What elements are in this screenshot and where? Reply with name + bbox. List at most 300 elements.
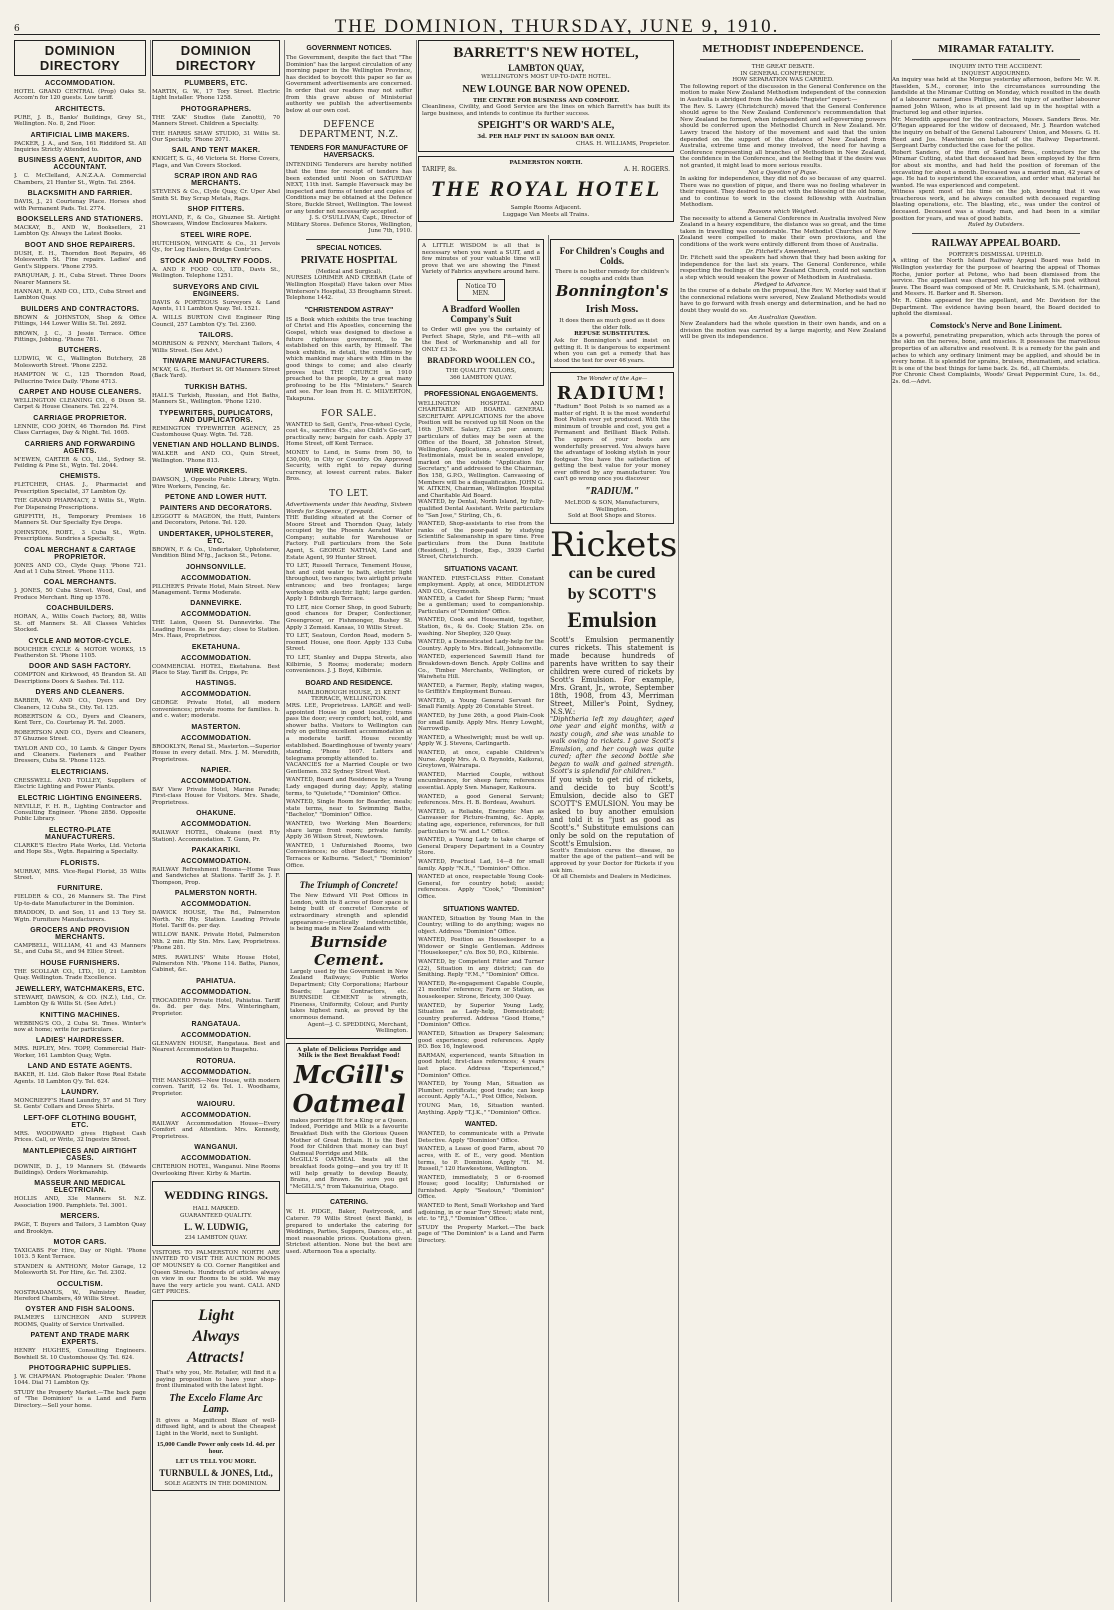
notices-column	[286, 40, 417, 1602]
to-let-heading: TO LET.	[329, 488, 369, 499]
masthead-rule	[14, 34, 1100, 35]
royal-town: PALMERSTON NORTH.	[509, 159, 583, 166]
directory-entry: PILCHER'S Private Hotel, Main Street. New Management. Terms Moderate.	[152, 583, 280, 597]
methodist-p7: Dr. Fitchett's Amendment.	[745, 248, 821, 255]
directory-category-heading: ACCOMMODATION.	[180, 691, 252, 699]
directory-category-heading: LAUNDRY.	[61, 1088, 99, 1096]
directory-entry: GRIFFITH, H., Temporary Premises 16 Manners St. Our Specialty Eye Drops.	[14, 514, 146, 527]
directory-category-heading: CARPET AND HOUSE CLEANERS.	[18, 388, 142, 396]
situation-wanted-item: BARMAN, experienced, wants Situation in good hotel; first-class references; 4 years last place. Address "Experienced," "Dominion" Office.	[418, 1052, 544, 1079]
directory-category-heading: HOUSE FURNISHERS.	[40, 959, 120, 967]
directory-category-heading: SCRAP IRON AND RAG MERCHANTS.	[174, 173, 258, 188]
bonnington-lead: For Children's Coughs and Colds.	[559, 246, 665, 266]
directory-category-heading: BOOKSELLERS AND STATIONERS.	[16, 216, 144, 224]
methodist-sub2: IN GENERAL CONFERENCE.	[740, 70, 826, 77]
directory-entry: HENRY HUGHES, Consulting Engineers. Bowhiell St. 10 Customhouse Qy. Tel. 624.	[14, 1348, 146, 1361]
directory-entry: RAILWAY HOTEL, Ohakune (next R'ly Station). Accommodation. T. Gunn, Pr.	[152, 830, 280, 843]
miramar-p4: Witness spent most of his time on the job, knowing that it was treacherous work, and he always consulted with deceased regarding blasting operations, etc. The blasting, etc., was under the control of deceased. Deceased was a steady man, and had been in a similar position for years, and was of good habits.	[892, 189, 1100, 222]
to-let-list	[286, 515, 412, 675]
directory-category-heading: OHAKUNE.	[196, 810, 236, 818]
methodist-sub3: HOW SEPARATION WAS CARRIED.	[732, 77, 834, 84]
scott-text2: If you wish to get rid of rickets, and decide to buy Scott's Emulsion, decide also to GET SCOTT'S EMULSION. You may be asked to buy another emulsion and told it is "just as good as Scott's." Substitute emulsions can only be sold on the reputation of Scott's Emulsion.	[550, 775, 674, 848]
light-ad-product: The Excelo Flame Arc Lamp.	[169, 1392, 263, 1415]
directory-entry: GLENAVEN HOUSE, Rangataua. Best and Nearest Accommodation to Ruapehu.	[152, 1041, 280, 1054]
classified-column	[418, 235, 549, 1602]
directory-entry: HOYLAND, F., & Co., Ghuznee St. Airtight Showcases, Window Enclosures Makers.	[152, 215, 280, 228]
light-ad-body: That's why you, Mr. Retailer, will find it a paying proposition to have your shop-front illuminated with the latest light.	[156, 1370, 276, 1390]
light-headline-1: Light	[198, 1307, 234, 1325]
cement-headline: The Triumph of Concrete!	[299, 880, 399, 891]
bradford-tag: THE QUALITY TAILORS,	[445, 368, 517, 375]
directory-list-2	[152, 80, 280, 1177]
directory-entry: NOSTRADAMUS, W., Palmistry Reader, Hereford Chambers, 49 Willis Street.	[14, 1289, 146, 1303]
directory-category-heading: SHOP FITTERS.	[187, 206, 245, 214]
for-sale-item: WANTED to Sell, Gent's, Free-wheel Cycle, cost 4s., sacrifice 45s.; also Child's Go-cart, practically new; bargain for cash. Apply 37 Home Street, off Kent Terrace.	[286, 421, 412, 448]
directory-entry: RAILWAY Accommodation House—Every Comfort and Attention. Mrs. Kennedy, Proprietress.	[152, 1121, 280, 1140]
directory-entry: THE Laion, Queen St. Dannevirke. The Leading House. 8s per day; close to Station. Mrs. Haas, Proprietress.	[152, 620, 280, 640]
barretts-beers: SPEIGHT'S OR WARD'S ALE,	[477, 120, 615, 132]
radium-lead: The Wonder of the Age—	[576, 376, 648, 383]
railway-heading: RAILWAY APPEAL BOARD.	[931, 237, 1061, 249]
catering-heading: CATERING.	[330, 1199, 368, 1207]
newspaper-title: THE DOMINION, THURSDAY, JUNE 9, 1910.	[334, 16, 780, 37]
directory-entry: RAILWAY Refreshment Rooms—Home Teas and Sandwiches at Stations. Tariff 3s. J. F. Thompson, Prop.	[152, 866, 280, 886]
directory-entry: BROWN, J. C., 3 Jessie Terrace. Office Fittings, Jobbing. 'Phone 781.	[14, 330, 146, 343]
directory-category-heading: TYPEWRITERS, DUPLICATORS, AND DUPLICATORS.	[159, 409, 273, 424]
methodist-p1: The following report of the discussion in the General Conference on the motion to make New Zealand Methodism independent of the connexion in Australia is abridged from the Adelaide "Register" report:—	[680, 83, 886, 103]
directory-category-heading: STEEL WIRE ROPE.	[180, 231, 252, 239]
directory-entry: THE 'ZAK' Studios (late Zanotti), 70 Manners Street. Children a Specialty.	[152, 114, 280, 128]
directory-category-heading: ACCOMMODATION.	[180, 1032, 252, 1040]
directory-category-heading: TURKISH BATHS.	[184, 383, 248, 391]
directory-entry: BOUCHIER CYCLE & MOTOR WORKS, 15 Featherston St. 'Phone 1105.	[14, 646, 146, 659]
situation-vacant-item: WANTED, Married Couple, without encumbrance, for sheep farm; references essential. Apply Swn. Manager, Kaikoura.	[418, 771, 544, 791]
directory-category-heading: NAPIER.	[200, 766, 232, 774]
situation-vacant-item: WANTED, Cook and Housemaid, together, Station, 6s., & 6s. Cook; Station 25s. on washing. Nor Shepley, 320 Quay.	[418, 617, 544, 637]
board-item: WANTED, 1 Unfurnished Rooms, two Conveniences; no other Boarders; vicinity Terraces or Kelburne. "Select," "Dominion" Office.	[286, 842, 412, 869]
situation-wanted-item: WANTED, by Superior Young Lady, Situation as Lady-help, Domesticated; country preferred. Address "Good Home," "Dominion" Office.	[418, 1002, 544, 1029]
situation-vacant-item: WANTED, a Domesticated Lady-help for the Country. Apply to Mrs. Bidcall, Johnsonville.	[418, 639, 544, 652]
directory-entry: TROCADERO Private Hotel, Pahiatua. Tariff 6s. 8d. per day. Mrs. Winteringham, Proprietor.	[152, 997, 280, 1017]
hospital-text: NURSES LORIMER AND CREBAR (Late of Wellington Hospital) Have taken over Miss Winterson's Hospital, 33 Broughamn Street. Telephone 1442.	[286, 275, 412, 302]
board-heading: BOARD AND RESIDENCE.	[305, 679, 393, 687]
directory-entry: MRS. RIPLEY, Mrs. TOPP, Commercial Hair-Worker, 161 Lambton Quay, Wgtn.	[14, 1046, 146, 1059]
directory-category-heading: SAIL AND TENT MAKER.	[171, 147, 261, 155]
directory-category-heading: LADIES' HAIRDRESSER.	[35, 1037, 125, 1045]
situation-vacant-item: WANTED, a Wheelwright; must be well up. Apply W. J. Stevens, Carlingarth.	[418, 734, 544, 748]
directory-category-heading: BUSINESS AGENT, AUDITOR, AND ACCOUNTANT.	[18, 157, 142, 172]
directory-entry: M'EWEN, CARTER & CO., Ltd., Sydney St. Feilding & Pine St., Wgtn. Tel. 2044.	[14, 456, 146, 469]
directory-entry: NEVILLE, F. H. R., Lighting Contractor and Consulting Engineer. 'Phone 2856. Opposite Public Library.	[14, 803, 146, 823]
miramar-p5: Ruled by Outsiders.	[967, 222, 1025, 229]
christendom-heading: "CHRISTENDOM ASTRAY"	[304, 306, 394, 314]
methodist-p5: Reasons which Weighed.	[747, 209, 819, 216]
directory-category-heading: VENETIAN AND HOLLAND BLINDS.	[152, 442, 280, 450]
bradford-text: to Order will give you the certainty of Perfect Shape, Style, and Fit—with all the Best of Workmanship and all for ONLY £3 3s.	[422, 326, 540, 353]
ring-ad-title: WEDDING RINGS.	[163, 1188, 268, 1203]
directory-category-heading: ELECTRIC LIGHTING ENGINEERS.	[18, 794, 142, 802]
directory-category-heading: GROCERS AND PROVISION MERCHANTS.	[30, 927, 130, 942]
to-let-note: Advertisements under this heading, Sixteen Words for Sixpence, if prepaid.	[286, 501, 412, 515]
directory-entry: BROOKLYN, Renal St., Masterton.—Superior House in every detail. Mrs. J. M. Meredith, Proprietress.	[152, 743, 280, 763]
wanted-list	[418, 499, 544, 560]
directory-entry: FIELDER & CO., 26 Manners St. The First Up-to-date Manufacturer in the Dominion.	[14, 894, 146, 907]
directory-entry: PALMER'S LUNCHEON AND SUPPER ROOMS, Quality of Service Unrivalled.	[14, 1315, 146, 1328]
marlborough-text: MRS. LEE, Proprietress. LARGE and well-appointed House in good locality; trams pass the door; every comfort; hot, cold, and shower baths. Visitors to Wellington can rely on getting excellent accommodation at a moderate tariff. House recently established. Boardinghouse of twenty years' standing. 'Phone 1607. Letters and telegrams promptly attended to.	[286, 702, 412, 762]
barretts-hotel-ad	[418, 40, 674, 152]
directory-entry: WELLINGTON CLEANING CO., 6 Dixon St. Carpet & House Cleaners. Tel. 2274.	[14, 397, 146, 411]
bonnington-sub: There is no better remedy for children's coughs and colds than	[555, 269, 669, 282]
railway-sub: PORTER'S DISMISSAL UPHELD.	[948, 251, 1044, 258]
directory-entry: HALL'S Turkish, Russian, and Hot Baths, Manners St., Wellington. 'Phone 1210.	[152, 392, 280, 406]
directory-category-heading: OCCULTISM.	[56, 1280, 104, 1288]
directory-entry: TAYLOR AND CO., 10 Lamb. & Ginger Dyers and Cleaners. Fasteners and Feather Dressers, Cuba St. 'Phone 1125.	[14, 745, 146, 765]
directory-category-heading: MANTLEPIECES AND AIRTIGHT CASES.	[23, 1147, 137, 1162]
directory-entry: J. C. McClelland, A.N.Z.A.A. Commercial Chambers, 21 Hunter St., Wgtn. Tel. 2564.	[14, 173, 146, 186]
directory-entry: MORRISON & PENNY, Merchant Tailors, 4 Willis Street. (See Advt.)	[152, 341, 280, 354]
hotel-ads	[418, 40, 674, 230]
directory-list-1	[14, 80, 146, 1409]
directory-category-heading: KNITTING MACHINES.	[40, 1011, 120, 1019]
wanted-heading: WANTED.	[464, 1121, 498, 1129]
royal-owner: A. H. ROGERS.	[623, 166, 670, 174]
directory-category-heading: BUTCHERS.	[58, 347, 102, 355]
special-notices-heading: SPECIAL NOTICES.	[316, 244, 382, 252]
mcgill-text: makes porridge fit for a King or a Queen. Indeed, Porridge and Milk is a favourite Breakfast Dish with the Glorious Queen Mother of Great Britain. It is the Best Food for Children that money can buy! Oatmeal Porridge and Milk.	[290, 1117, 408, 1157]
light-headline-3: Attracts!	[187, 1349, 245, 1367]
directory-entry: GEORGE Private Hotel, all modern conveniences; private rooms for families. h. and c. water; moderate.	[152, 700, 280, 720]
directory-entry: PURE, J. B., Banks' Buildings, Grey St., Wellington. No. 8, 2nd Floor.	[14, 114, 146, 128]
bradford-firm: BRADFORD WOOLLEN CO.,	[427, 356, 535, 366]
directory-entry: BARBER, W. AND CO., Dyers and Dry Cleaners, 12 Cuba St., City. Tel. 125.	[14, 698, 146, 711]
scott-quote: "Diphtheria left my daughter, aged one year and eight months, with a nasty cough, and she was unable to walk owing to rickets. I gave Scott's Emulsion, and her cough was quite cured; after the second bottle she began to walk and gained strength. Scott's is splendid for children."	[550, 714, 674, 776]
directory-category-heading: ELECTRICIANS.	[51, 768, 109, 776]
radium-name: RADIUM!	[556, 382, 668, 404]
directory-category-heading: DOOR AND SASH FACTORY.	[28, 663, 132, 671]
directory-entry: WILLOW BANK. Private Hotel, Palmerston Nth. 2 min. Rly Stn. Mrs. Law, Proprietress. 'Phone 281.	[152, 932, 280, 952]
royal-name: THE ROYAL HOTEL	[430, 176, 662, 202]
wedding-rings-ad	[152, 1181, 280, 1246]
directory-category-heading: PLUMBERS, ETC.	[184, 80, 248, 87]
railway-p6: A sitting of the North Island Railway Appeal Board was held in Wellington yesterday for the purpose of hearing the appeal of Thomas Roche, junior porter at Petone, who had been dismissed from the service. The appellant was charged with having left his post without leave. The Board was composed of Mr. R. Cruickshank, S.M. (chairman), and Messrs. H. Barker and R. Sherson.	[892, 258, 1100, 298]
separator	[700, 59, 866, 60]
directory-entry: REMINGTON TYPEWRITER AGENCY, 25 Customhouse Quay. Wgtn. Tel. 728.	[152, 425, 280, 438]
directory-category-heading: PAINTERS AND DECORATORS.	[160, 505, 272, 512]
miramar-sub1: INQUIRY INTO THE ACCIDENT.	[949, 64, 1043, 70]
directory-category-heading: MASSEUR AND MEDICAL ELECTRICIAN.	[34, 1180, 126, 1195]
directory-category-heading: ACCOMMODATION.	[180, 611, 252, 619]
professional-text: WELLINGTON HOSPITAL AND CHARITABLE AID BOARD. GENERAL SECRETARY. APPLICATIONS for the above Position will be received up till Noon on the 16th JUNE. Salary, £325 per annum; particulars of duties may be seen at the Office of the Board, 38 Johnston Street, Wellington. Applications, accompanied by Testimonials, must be in sealed envelope, marked on the outside "Application for Secretary," and addressed to the Chairman, Box 158, G.P.O., Wellington. Canvassing of Members will be a disqualification. JOHN G. W. AITKEN, Chairman, Wellington Hospital and Charitable Aid Board.	[418, 400, 544, 499]
barretts-sub: WELLINGTON'S MOST UP-TO-DATE HOTEL.	[481, 74, 611, 80]
mcgill-ad	[286, 1043, 412, 1195]
for-sale-list	[286, 422, 412, 483]
directory-category-heading: PALMERSTON NORTH.	[174, 890, 258, 898]
situation-vacant-item: WANTED, by June 26th, a good Plain-Cook for small family. Apply Mrs. Henry Lowght, Narrowdip.	[418, 713, 544, 733]
barretts-lounge: NEW LOUNGE BAR NOW OPENED.	[462, 83, 630, 95]
wanted-list-2	[418, 1131, 544, 1223]
directory-entry: DAWICK HOUSE, The Rd., Palmerston North. Nr. Rly. Station. Leading Private Hotel. Tariff 6s. per day.	[152, 910, 280, 929]
situation-wanted-item: WANTED, by Young Man, Situation as Plumber; certificate; good trade; can keep account. Apply "A.L.," Post Office, Nelson.	[418, 1081, 544, 1101]
directory-category-heading: BUILDERS AND CONTRACTORS.	[20, 305, 140, 313]
royal-tariff: TARIFF, 8s.	[422, 166, 457, 174]
radium-ad	[550, 372, 674, 524]
situation-vacant-item: WANTED, a Reliable, Energetic Man as Canvasser for Picture-framing, &c. Apply, stating age, experience, references, for full particulars to "W. and L." Office.	[418, 808, 544, 835]
directory-category-heading: CYCLE AND MOTOR-CYCLE.	[28, 637, 132, 645]
methodist-article	[680, 40, 892, 1602]
railway-p7: Mr. R. Gibbs appeared for the appellant, and Mr. Davidson for the Department. The evidence having been heard, the Board decided to uphold the dismissal.	[892, 298, 1100, 318]
ad-column	[550, 235, 679, 1602]
directory-entry: CRESSWELL AND TOLLEY, Suppliers of Electric Lighting and Power Plants.	[14, 777, 146, 791]
wanted-item: WANTED, Shop-assistants to rise from the ranks of the poor-paid by studying Scientific Salesmanship in spare time. Free particulars from the Dunn Institute (Resident), J. Hodge, Esp., 3939 Carfel Street, Christchurch.	[418, 521, 544, 561]
royal-rooms: Sample Rooms Adjacent.	[510, 205, 582, 212]
directory-entry: WALKER and AND CO., Quin Street, Wellington. 'Phone 813.	[152, 451, 280, 464]
wanted-item: WANTED, to communicate with a Private Detective. Apply "Dominion" Office.	[418, 1131, 544, 1144]
light-ad-agents: SOLE AGENTS IN THE DOMINION.	[164, 1480, 268, 1487]
methodist-p2: The Rev. S. Lawry (Christchurch) moved that the General Conference should agree to the New Zealand Conference's recommendation that New Zealand be formed, when independent and self-governing powers should be conferred upon the Methodist Church in New Zealand. Mr. Lawry traced the history of the movement and said that the union depended on the support of the distance of New Zealand from Australia, extreme time and money involved, the need for having a Conference representing all branches of Methodism in New Zealand, the confidence in the Conference, and the feeling that if the desire was not granted, it might lead to more serious results.	[680, 103, 886, 169]
directory-entry: DAWSON, J., Opposite Public Library, Wgtn. Wire Workers, Fencing, &c.	[152, 477, 280, 490]
wanted-item: WANTED, immediately, 5 or 6-roomed House; good locality; Unfurnished or furnished. Apply "Seatoun," "Dominion" Office.	[418, 1174, 544, 1201]
hospital-sub: (Medical and Surgical).	[315, 268, 383, 275]
situation-vacant-item: WANTED, a Farmer, Reply, stating wages, to Griffith's Employment Bureau.	[418, 682, 544, 696]
methodist-title: METHODIST INDEPENDENCE.	[702, 43, 864, 55]
liniment-text: Is a powerful, penetrating preparation, which acts through the pores of the skin on the nerves, bone, and muscles. It possesses the marvellous properties of an alterative and resolvent. It is a remedy for the pain and aches to which any ordinary liniment may be applied, and should be in every home. It is splendid for sprains, bruises, rheumatism, and sciatica. It is one of the best things for lame back. 2s. 6d., all Chemists.	[892, 332, 1100, 372]
directory-entry: A. AND P. FOOD CO., LTD., Davis St., Wellington. Telephone 1251.	[152, 266, 280, 280]
directory-entry: DUSH, E. H., Thorndon Boot Repairs, 46 Molesworth St. Fine repairs. Ladies' and Gent's Slippers. 'Phone 2795.	[14, 250, 146, 270]
royal-luggage: Luggage Van Meets all Trains.	[502, 211, 590, 218]
bonnington-brand: Bonnington's	[555, 282, 669, 301]
situations-wanted-heading: SITUATIONS WANTED.	[442, 905, 520, 913]
methodist-p11: An Australian Question.	[749, 314, 817, 321]
directory-category-heading: ACCOMMODATION.	[180, 654, 252, 662]
scott-line3: by SCOTT'S	[567, 585, 657, 603]
royal-hotel-ad	[418, 156, 674, 223]
miramar-p1: An inquiry was held at the Morgue yesterday afternoon, before Mr. W. R. Haselden, S.M., coroner, into the circumstances surrounding the landslide at the Miramar Cutting on Monday, which resulted in the death of a labourer named James Phillips, and the injury of another labourer named John Wilson, who is at present laid up in the hospital with a fractured leg and other injuries.	[892, 77, 1100, 117]
directory-entry: STUDY the Property Market.—The back page of "The Dominion" is a Land and Farm Directory.—Sell your home.	[14, 1389, 146, 1409]
directory-category-heading: TINWARE MANUFACTURERS.	[162, 357, 270, 365]
directory-category-heading: RANGATAUA.	[191, 1021, 241, 1029]
directory-category-heading: ACCOMMODATION.	[180, 1155, 252, 1163]
board-item: WANTED, Single Room for Boarder, meals; state terms, near to Swimming Baths, "Bachelor," "Dominion" Office.	[286, 799, 412, 819]
cement-text2: Largely used by the Government in New Zealand Railways; Public Works Department; City Corporations; Harbour Boards; Large Contractors, etc. BURNSIDE CEMENT is strength, Fineness, Uniformity, Colour, and Purity takes highest rank, as proved by the enormous demand.	[290, 968, 408, 1021]
directory-entry: HAMPTON W. C., 125 Thorndon Road, Pellucrino Twice Daily. 'Phone 4713.	[14, 372, 146, 385]
methodist-p4: In asking for independence, they did not do so because of any quarrel. There was no question of pique, and there was no feeling whatever in their request. They desired to go out with the blessing of the old home, and to continue to work in the closest fellowship with Australian Methodism.	[680, 176, 886, 209]
directory-entry: THE MANSIONS—New House, with modern conven. Tariff, 12 6s. Tel. 1. Woodhams, Proprietor.	[152, 1077, 280, 1097]
bradford-ad	[418, 239, 544, 386]
barretts-where: LAMBTON QUAY,	[508, 63, 584, 73]
directory-entry: MACKAY, B., AND W., Booksellers, 21 Lambton Qy. Always the Latest Books.	[14, 225, 146, 238]
separator	[912, 59, 1080, 60]
footer-ad: For Chronic Chest Complaints, Woods' Great Peppermint Cure, 1s. 6d., 2s. 6d.—Advt.	[892, 372, 1100, 385]
directory-entry: ROBERTSON & CO., Dyers and Cleaners, Kent Terr., Co. Courtenay Pl. Tel. 2005.	[14, 713, 146, 727]
for-sale-item: MONEY to Lend, in Sums from 50, to £30,000, in City or Country. On Approved Security, with right to repay during currency, at lowest current rates. Baker Bros.	[286, 449, 412, 483]
separator	[912, 233, 1080, 234]
directory-entry: BAKER, H. Ltd. Glob Baker Rose Real Estate Agents. 18 Lambton Q'y. Tel. 624.	[14, 1072, 146, 1085]
directory-entry: DAVIS & PORTEOUS Surveyors & Land Agents, 111 Lambton Quay. Tel. 1521.	[152, 299, 280, 312]
light-ad-firm: TURNBULL & JONES, Ltd.,	[159, 1467, 273, 1478]
directory-entry: BROWN, F. & Co., Undertaker, Upholsterer, Vendition Blind M'fg., Jackson St., Petone.	[152, 546, 280, 560]
cement-brand: Burnside Cement.	[310, 932, 388, 969]
government-notices-heading: GOVERNMENT NOTICES.	[306, 45, 392, 52]
directory-entry: A. WILLS BURTON Civil Engineer Ring Council, 257 Lambton Q'y. Tel. 2360.	[152, 315, 280, 328]
directory-entry: BAY View Private Hotel, Marine Parade; First-class House for Visitors. Mrs. Shade, Proprietress.	[152, 786, 280, 806]
situation-vacant-item: WANTED, a Cadet for Sheep Farm; "must be a gentleman; used to companionship. Particulars of "Dominion" Office.	[418, 595, 544, 615]
directory-category-heading: COACHBUILDERS.	[46, 605, 114, 613]
ring-ad-line2: GUARANTEED QUALITY.	[180, 1212, 252, 1219]
bonnington-product: Irish Moss.	[585, 303, 639, 316]
directory-entry: J. W. CHAPMAN. Photographic Dealer. 'Phone 1044. Dial 71 Lambton Qy.	[14, 1374, 146, 1387]
separator	[306, 239, 392, 240]
board-item: WANTED, two Working Men Boarders; share large front room; private family. Apply 36 Wilson Street, Newtown.	[286, 821, 412, 841]
to-let-item: TO LET, nice Corner Shop, in good Suburb; good chances for Draper, Confectioner, Greengrocer, or Fishmonger, Bushey St. Apply 3 Zemsid. Kansas, 10 Willis Street.	[286, 604, 412, 631]
directory-category-heading: ELECTRO-PLATE MANUFACTURERS.	[45, 826, 115, 841]
board-list	[286, 762, 412, 869]
directory-category-heading: COAL MERCHANTS.	[43, 579, 117, 587]
directory-category-heading: PATENT AND TRADE MARK EXPERTS.	[30, 1332, 130, 1347]
directory-category-heading: MERCERS.	[60, 1213, 100, 1221]
notice-to-men-box: Notice TO MEN.	[457, 279, 505, 301]
scott-text3: Scott's Emulsion cures the disease, no matter the age of the patient—and will be approved by your Doctor for Rickets if you ask him.	[550, 847, 674, 874]
ring-ad-name: L. W. LUDWIG,	[184, 1222, 248, 1233]
directory-entry: HANNAH, R. AND CO., LTD., Cuba Street and Lambton Quay.	[14, 288, 146, 302]
miramar-p2: Mr. Meredith appeared for the contractors, Messrs. Sanders Bros. Mr. O'Regan appeared for the widow of deceased, Mr. J. Reardon watched the inquiry on behalf of the General Labourers' Union, and Messrs. G. H. Reed and Jos. Mawhinnie on behalf of the Railway Department. Sergeant Darby conducted the case for the police.	[892, 116, 1100, 150]
marlborough-heading: MARLBOROUGH HOUSE, 21 KENT TERRACE, WELLINGTON.	[297, 689, 401, 703]
situation-wanted-item: WANTED, Situation by Young Man in the Country; willing to do anything; wages no object. Address "Dominion" Office.	[418, 915, 544, 935]
directory-entry: JOHNSTON, ROBT., 3 Cuba St., Wgtn. Prescriptions. Sundries a Specialty.	[14, 529, 146, 543]
directory-entry: COMPTON and Kirkwood, 45 Brandon St. All Descriptions Doors & Sashes. Tel. 112.	[14, 672, 146, 685]
directory-entry: STEVENS & Co., Clyde Quay, Cr. Uper Abel Smith St. Buy Scrap Metals, Rags.	[152, 189, 280, 202]
directory-category-heading: ACCOMMODATION.	[180, 821, 252, 829]
scott-sold: Of all Chemists and Dealers in Medicines.	[552, 874, 672, 881]
bradford-address: 366 LAMBTON QUAY.	[449, 374, 513, 381]
directory-entry: PACKER, J. A., and Son, 161 Riddiford St. All Inquiries Strictly Attended to.	[14, 140, 146, 154]
radium-maker: McLEOD & SON, Manufacturers, Wellington.	[564, 500, 660, 513]
light-ad-cta: LET US TELL YOU MORE.	[175, 1457, 257, 1465]
cement-text: The New Edward VII Post Offices in London, with its 8 acres of floor space is being built of concrete! Concrete of extraordinary strength and splendid appearance—practically indestructible, is being made in New Zealand with	[290, 893, 408, 933]
directory-category-heading: ROTORUA.	[196, 1057, 236, 1065]
directory-entry: THE SCOLLAR CO., LTD., 10, 21 Lambton Quay. Wellington. Trade Excellence.	[14, 968, 146, 982]
directory-category-heading: MASTERTON.	[191, 723, 241, 731]
situations-list	[418, 596, 544, 901]
directory-entry: MRS. WOODWARD gives Highest Cash Prices. Call, or Write, 32 Ingestre Street.	[14, 1130, 146, 1144]
visitors-notice: VISITORS TO PALMERSTON NORTH ARE INVITED TO VISIT THE AUCTION ROOMS OF MOUNSEY & CO. Corner Rangitikei and Queen Streets. Hundreds of articles always on view in our Rooms to be sold. We may have the very article you want. CALL AND GET PRICES.	[152, 1249, 280, 1296]
methodist-p6: The necessity to attend a General Conference in Australia involved New Zealand in a heavy expenditure, the distance was so great, and the time taken in travelling was considerable. The Methodist Churches of New Zealand were compelled to make their own provisions, and the conditions of the work were entirely different from those of Australia.	[680, 215, 886, 249]
professional-heading: PROFESSIONAL ENGAGEMENTS.	[424, 390, 538, 398]
directory-entry: PAGE, T. Buyers and Tailors, 3 Lambton Quay and Brooklyn.	[14, 1222, 146, 1235]
directory-category-heading: CHEMISTS.	[59, 473, 101, 481]
directory-entry: CRITERION HOTEL, Wanganui. Nine Rooms Overlooking River. Kirby & Martin.	[152, 1164, 280, 1177]
barretts-name: BARRETT'S NEW HOTEL,	[453, 45, 639, 61]
bonnington-tag: It does them as much good as it does the older folk.	[559, 318, 665, 331]
radium-sold: Sold at Boot Shops and Stores.	[568, 513, 656, 520]
directory-category-heading: ACCOMMODATION.	[180, 777, 252, 785]
mcgill-brand: McGill's Oatmeal	[292, 1059, 406, 1118]
directory-entry: HOLLIS AND, 33e Manners St. N.Z. Association 1900. Pamphlets. Tel. 3001.	[14, 1196, 146, 1209]
directory-category-heading: STOCK AND POULTRY FOODS.	[160, 257, 272, 265]
situations-vacant-heading: SITUATIONS VACANT.	[444, 565, 518, 573]
ring-ad-address: 234 LAMBTON QUAY.	[184, 1235, 248, 1242]
page-number: 6	[14, 24, 20, 34]
directory-category-heading: ACCOMMODATION.	[180, 988, 252, 996]
cement-agent: Agent—J. C. SPEDDING, Merchant, Wellington.	[307, 1021, 408, 1035]
directory-category-heading: WANGANUI.	[194, 1144, 238, 1152]
light-ad-body2: It gives a Magnificent Blaze of well-diffused light, and is about the Cheapest Light in the World, next to Sunlight.	[156, 1417, 276, 1437]
directory-entry: HORAN, A., Willis Coach Factory, 88, Willis St. off Manners St. All Classes Vehicles Stocked.	[14, 614, 146, 634]
directory-entry: STEWART, DAWSON, & CO. (N.Z.), Ltd., Cr. Lambton Qy & Willis St. (See Advt.)	[14, 994, 146, 1008]
to-let-item: TO LET, Russell Terrace, Tenement House, hot and cold water to bath, electric light throughout, two ranges; two airtight private entrances; and two frontages; large workshop with electric light; large garden. Apply 1 Edinburgh Terrace.	[286, 563, 412, 603]
situation-wanted-item: WANTED, Situation as Drapery Salesman; good experience; good references. Apply P.O. Box 16, Inglewood.	[418, 1031, 544, 1051]
directory-entry: ROBERTSON AND CO., Dyers and Cleaners, 57 Ghuznee Street.	[14, 729, 146, 743]
directory-entry: THE GRAND PHARMACY, 2 Willis St., Wgtn. For Dispensing Prescriptions.	[14, 498, 146, 511]
directory-entry: BROWN & JOHNSTON, Shop & Office Fittings, 144 Lower Willis St. Tel. 2692.	[14, 314, 146, 328]
to-let-item: TO LET, Seatoun, Cordon Road, modern 5-roomed House, one floor. Apply 133 Cuba Street.	[286, 633, 412, 653]
methodist-p10: In the course of a debate on the proposal, the Rev. W. Morley said that if the connexional relations were severed, New Zealand Methodists would have to go forward with fresh energy and determination, and he had no doubt they would do so.	[680, 288, 886, 314]
directory-category-heading: COAL MERCHANT & CARTAGE PROPRIETOR.	[24, 546, 136, 561]
christendom-text: IS a Book which exhibits the true teaching of Christ and His Apostles, concerning the Gospel, which was designed to disclose a future righteous government, to be established on this earth, by Himself. The book exhibits, in detail, the conditions by which mankind may share with Him in the good things to come; and also clearly proves that THE CHURCH in 1910 preached to the people, by a great many professing to be His "Ministers." Search and see. For loan from H. C. MILVERTON, Takapuna.	[286, 316, 412, 402]
methodist-p12: New Zealanders had the whole question in their own hands, and on a division the motion was carried by a large majority, and New Zealand will be given its independence.	[680, 321, 886, 341]
directory-category-heading: ARTIFICIAL LIMB MAKERS.	[30, 131, 130, 139]
barretts-owner: CHAS. H. WILLIAMS, Proprietor.	[576, 140, 670, 147]
situation-wanted-item: YOUNG Man, 16, Situation wanted. Anything. Apply "T.J.K.," "Dominion" Office.	[418, 1102, 544, 1116]
scott-line1: Rickets	[550, 524, 678, 565]
methodist-p3: Not a Question of Pique.	[748, 169, 818, 176]
directory-title-2: DOMINION DIRECTORY	[152, 40, 280, 76]
directory-entry: JONES AND CO., Clyde Quay. 'Phone 721. And at 1 Cuba Street. 'Phone 1113.	[14, 562, 146, 576]
directory-entry: WEBBING'S CO., 2 Cuba St. Tmes. Winter's now at home; write for particulars.	[14, 1020, 146, 1033]
directory-category-heading: ACCOMMODATION.	[180, 1068, 252, 1076]
bradford-lead: A LITTLE WISDOM is all that is necessary when you want a SUIT, and a few minutes of your valuable time will prove that we are showing the Finest Variety of Fabrics anywhere around here.	[422, 243, 540, 276]
situation-vacant-item: WANTED, a good General Servant; references. Mrs. H. B. Bordeau, Awahuri.	[418, 793, 544, 807]
directory-entry: TAXICABS For Hire, Day or Night. 'Phone 1013. 5 Kent Terrace.	[14, 1248, 146, 1261]
directory-category-heading: FURNITURE.	[57, 885, 103, 893]
situations-wanted-list	[418, 916, 544, 1117]
directory-entry: STANDEN & ANTHONY, Motor Garage, 12 Molesworth St. For Hire, &c. Tel. 2302.	[14, 1263, 146, 1277]
directory-category-heading: MOTOR CARS.	[53, 1239, 107, 1246]
directory-entry: COMMERCIAL HOTEL, Eketahuna. Best Place to Stay. Tariff 8s. Cripps, Pr.	[152, 663, 280, 677]
defence-text: INTENDING Tenderers are hereby notified that the time for receipt of tenders has been extended until Noon on SATURDAY NEXT, 11th inst. Sample Haversack may be inspected and forms of tender and copies of Conditions may be obtained at the Defence Store, Buckle Street, Wellington. The lowest or any tender not necessarily accepted.	[286, 162, 413, 215]
directory-title: DOMINION DIRECTORY	[14, 40, 146, 76]
situation-vacant-item: WANTED, experienced Sawmill Hand for Breakdown-down Bench. Apply Collins and Co., Timber Merchants, Wellington, or Waiwhetu Hill.	[418, 654, 544, 681]
directory-category-heading: FLORISTS.	[60, 859, 100, 867]
study-notice: STUDY the Property Market.—The back page of "The Dominion" is a Land and Farm Directory.	[418, 1224, 544, 1245]
directory-entry: KNIGHT, S. G., 46 Victoria St. Horse Covers, Flags, and Van Covers Stocked.	[152, 156, 280, 169]
directory-category-heading: ACCOMMODATION.	[180, 857, 252, 865]
light-headline-2: Always	[192, 1328, 240, 1346]
directory-category-heading: ACCOMMODATION.	[180, 574, 252, 582]
light-ad-power: 15,000 Candle Power only costs 1d. 4d. per hour.	[156, 1440, 276, 1455]
scott-line2: can be cured	[568, 564, 656, 582]
directory-entry: CLARKE'S Electro Plate Works, Ltd. Victoria and Hope Sts., Wgtn. Repairing a Specialty.	[14, 842, 146, 856]
directory-entry: HOTEL GRAND CENTRAL (Prop) Oaks St. Accom'n for 120 guests. Low tariff.	[14, 89, 146, 102]
directory-category-heading: CARRIAGE PROPRIETOR.	[33, 414, 127, 422]
directory-category-heading: PAHIATUA.	[196, 977, 236, 985]
directory-category-heading: ACCOMMODATION.	[44, 80, 116, 87]
directory-category-heading: PHOTOGRAPHERS.	[180, 105, 252, 113]
directory-entry: MARTIN, G. W., 17 Tory Street. Electric Light Installer. 'Phone 1258.	[152, 89, 280, 102]
directory-entry: DOWNIE, D. J., 19 Manners St. (Edwards Buildings). Orders Workmanship.	[14, 1163, 146, 1176]
directory-category-heading: WIRE WORKERS.	[184, 468, 248, 476]
directory-category-heading: JEWELLERY, WATCHMAKERS, ETC.	[15, 985, 145, 993]
directory-entry: MRS. RAWLINS' White House Hotel, Palmerston Nth. 'Phone 114. Baths, Pianos, Cabinet, &c.	[152, 954, 280, 974]
directory-entry: HUTCHISON, WINGATE & Co., 31 Jervois Qy., for Log Haulers, Bridge Contr'ors.	[152, 240, 280, 254]
methodist-p9: Pledged to Advance.	[753, 281, 813, 288]
directory-entry: FLETCHER, CHAS. J., Pharmacist and Prescription Specialist, 37 Lambton Qy.	[14, 482, 146, 495]
scott-line4: Emulsion	[567, 606, 657, 632]
methodist-p8: Dr. Fitchett said the speakers had shown that they had been asking for independence for the last six years. The General Conference, while respecting the feelings of the New Zealand Church, could not sanction a step which would weaken the power of Methodism in Australasia.	[680, 255, 886, 281]
government-notice-text: The Government, despite the fact that "The Dominion" has the largest circulation of any morning paper in the Wellington Province, has decided to boycott this paper so far as Government advertisements are concerned. In order that our readers may not suffer from this grave abuse of Ministerial authority we publish the advertisements below at our own cost.	[286, 55, 412, 114]
situation-vacant-item: WANTED, a Young General Servant for Small Family. Apply 26 Constable Street.	[418, 697, 544, 711]
liniment-heading: Comstock's Nerve and Bone Liniment.	[930, 320, 1062, 330]
to-let-item: THE Building situated at the Corner of Moore Street and Thorndon Quay, lately occupied by the Phoenix Aerated Water Company; suitable for Warehouse or Factory. Full particulars from the Sole Agent, S. GEORGE NATHAN, Land and Estate Agent, 99 Hunter Street.	[286, 515, 412, 561]
